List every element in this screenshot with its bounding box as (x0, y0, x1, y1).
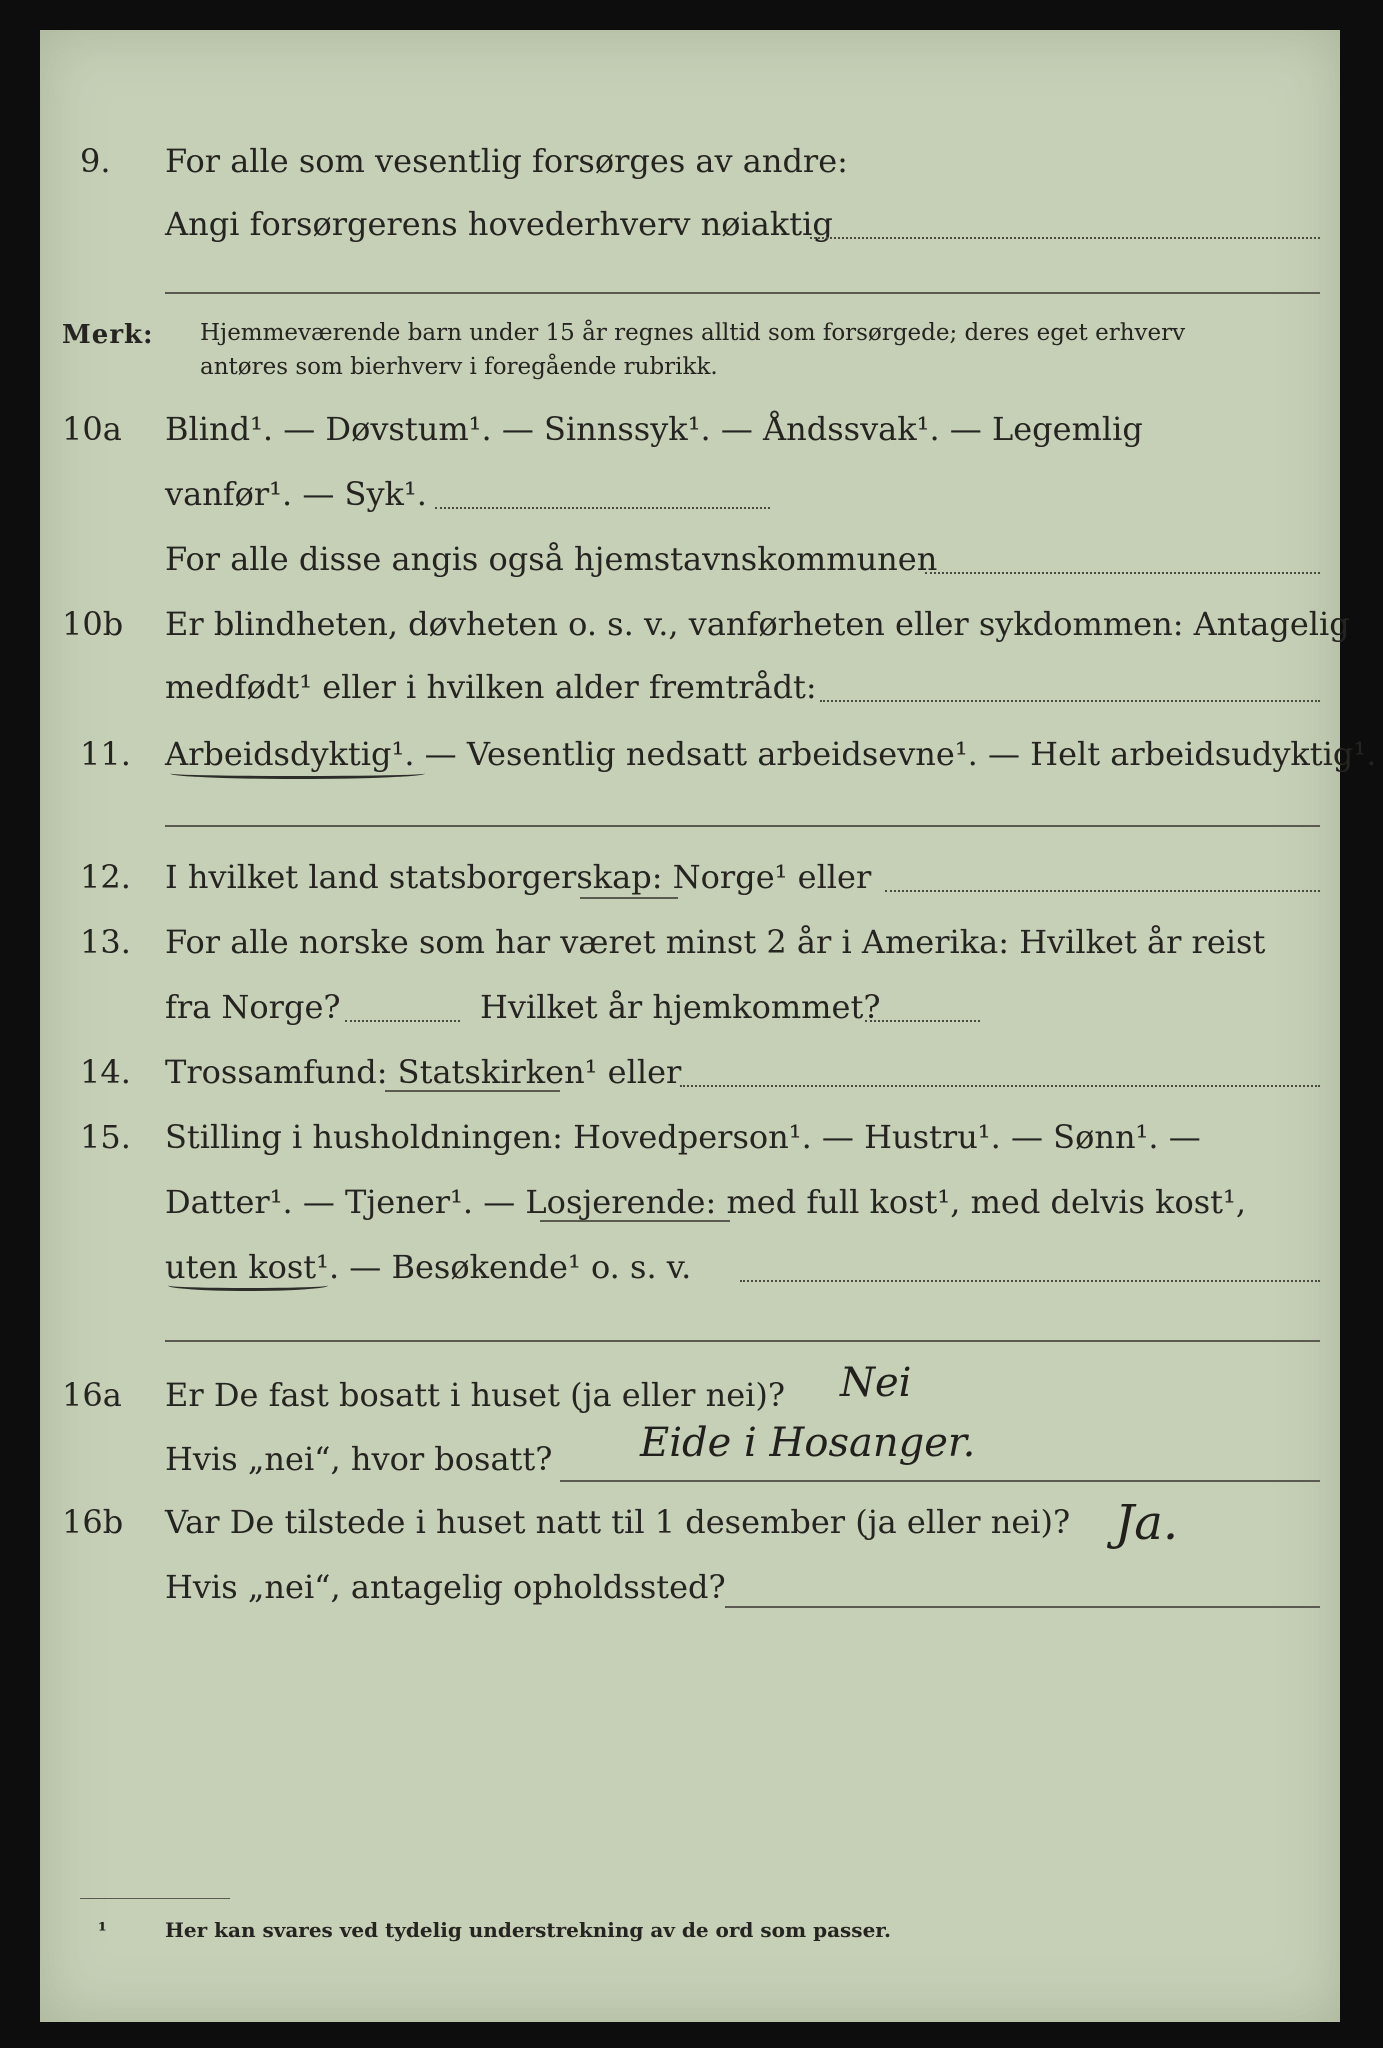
question-text: Er De fast bosatt i huset (ja eller nei)? (165, 1376, 786, 1414)
handwritten-underline (170, 768, 425, 779)
answer-line (740, 1280, 1320, 1282)
question-number: 12. (80, 858, 131, 896)
question-text: Datter¹. — Tjener¹. — Losjerende: med full kost¹, med delvis kost¹, (165, 1183, 1247, 1221)
answer-line (680, 1085, 1320, 1087)
question-text: Trossamfund: Statskirken¹ eller (165, 1053, 682, 1091)
question-text: vanfør¹. — Syk¹. (165, 475, 427, 513)
handwritten-underline (385, 1090, 560, 1092)
answer-line (925, 572, 1320, 574)
question-text: Arbeidsdyktig¹. — Vesentlig nedsatt arbeidsevne¹. — Helt arbeidsudyktig¹. (165, 735, 1377, 773)
question-text: Hvis „nei“, hvor bosatt? (165, 1440, 553, 1478)
question-text: For alle som vesentlig forsørges av andre: (165, 142, 848, 180)
answer-line (560, 1480, 1320, 1482)
footnote-mark: ¹ (98, 1918, 107, 1942)
question-number: 13. (80, 923, 131, 961)
answer-line (435, 507, 770, 509)
question-text: Hvilket år hjemkommet? (480, 988, 881, 1026)
handwritten-answer: Nei (840, 1360, 912, 1406)
answer-line (820, 700, 1320, 702)
footnote-text: Her kan svares ved tydelig understrekning av de ord som passer. (165, 1918, 891, 1942)
question-text: For alle norske som har været minst 2 år i Amerika: Hvilket år reist (165, 923, 1266, 961)
question-number: 15. (80, 1118, 131, 1156)
question-text: Stilling i husholdningen: Hovedperson¹. — Hustru¹. — Sønn¹. — (165, 1118, 1201, 1156)
answer-line (865, 1020, 980, 1022)
question-number: 14. (80, 1053, 131, 1091)
handwritten-underline (540, 1220, 730, 1222)
handwritten-underline (168, 1280, 328, 1291)
answer-line (345, 1020, 460, 1022)
question-text: I hvilket land statsborgerskap: Norge¹ eller (165, 858, 872, 896)
handwritten-answer: Ja. (1115, 1495, 1179, 1551)
question-text: Er blindheten, døvheten o. s. v., vanførheten eller sykdommen: Antagelig (165, 605, 1350, 643)
answer-line (810, 237, 1320, 239)
question-number: 10a (62, 410, 122, 448)
question-text: fra Norge? (165, 988, 341, 1026)
question-text: Blind¹. — Døvstum¹. — Sinnssyk¹. — Åndssvak¹. — Legemlig (165, 410, 1143, 448)
question-text: Var De tilstede i huset natt til 1 desember (ja eller nei)? (165, 1503, 1071, 1541)
answer-line (725, 1606, 1320, 1608)
question-text: medfødt¹ eller i hvilken alder fremtrådt: (165, 668, 817, 706)
merk-label: Merk: (62, 320, 154, 350)
census-form-page (40, 30, 1377, 2022)
merk-text: Hjemmeværende barn under 15 år regnes alltid som forsørgede; deres eget erhverv (200, 320, 1186, 346)
question-number: 16b (62, 1503, 124, 1541)
question-text: For alle disse angis også hjemstavnskommunen (165, 540, 938, 578)
question-number: 10b (62, 605, 124, 643)
question-number: 9. (80, 142, 111, 180)
footnote-separator (80, 1898, 230, 1899)
question-text: uten kost¹. — Besøkende¹ o. s. v. (165, 1248, 692, 1286)
answer-line (885, 890, 1320, 892)
handwritten-underline (580, 897, 678, 899)
answer-line (165, 292, 1320, 294)
question-number: 16a (62, 1376, 122, 1414)
question-number: 11. (80, 735, 131, 773)
answer-line (165, 825, 1320, 827)
answer-line (165, 1340, 1320, 1342)
question-text: Angi forsørgerens hovederhverv nøiaktig (165, 205, 833, 243)
merk-text: antøres som bierhverv i foregående rubrikk. (200, 354, 718, 380)
question-text: Hvis „nei“, antagelig opholdssted? (165, 1568, 726, 1606)
handwritten-answer: Eide i Hosanger. (640, 1420, 976, 1466)
